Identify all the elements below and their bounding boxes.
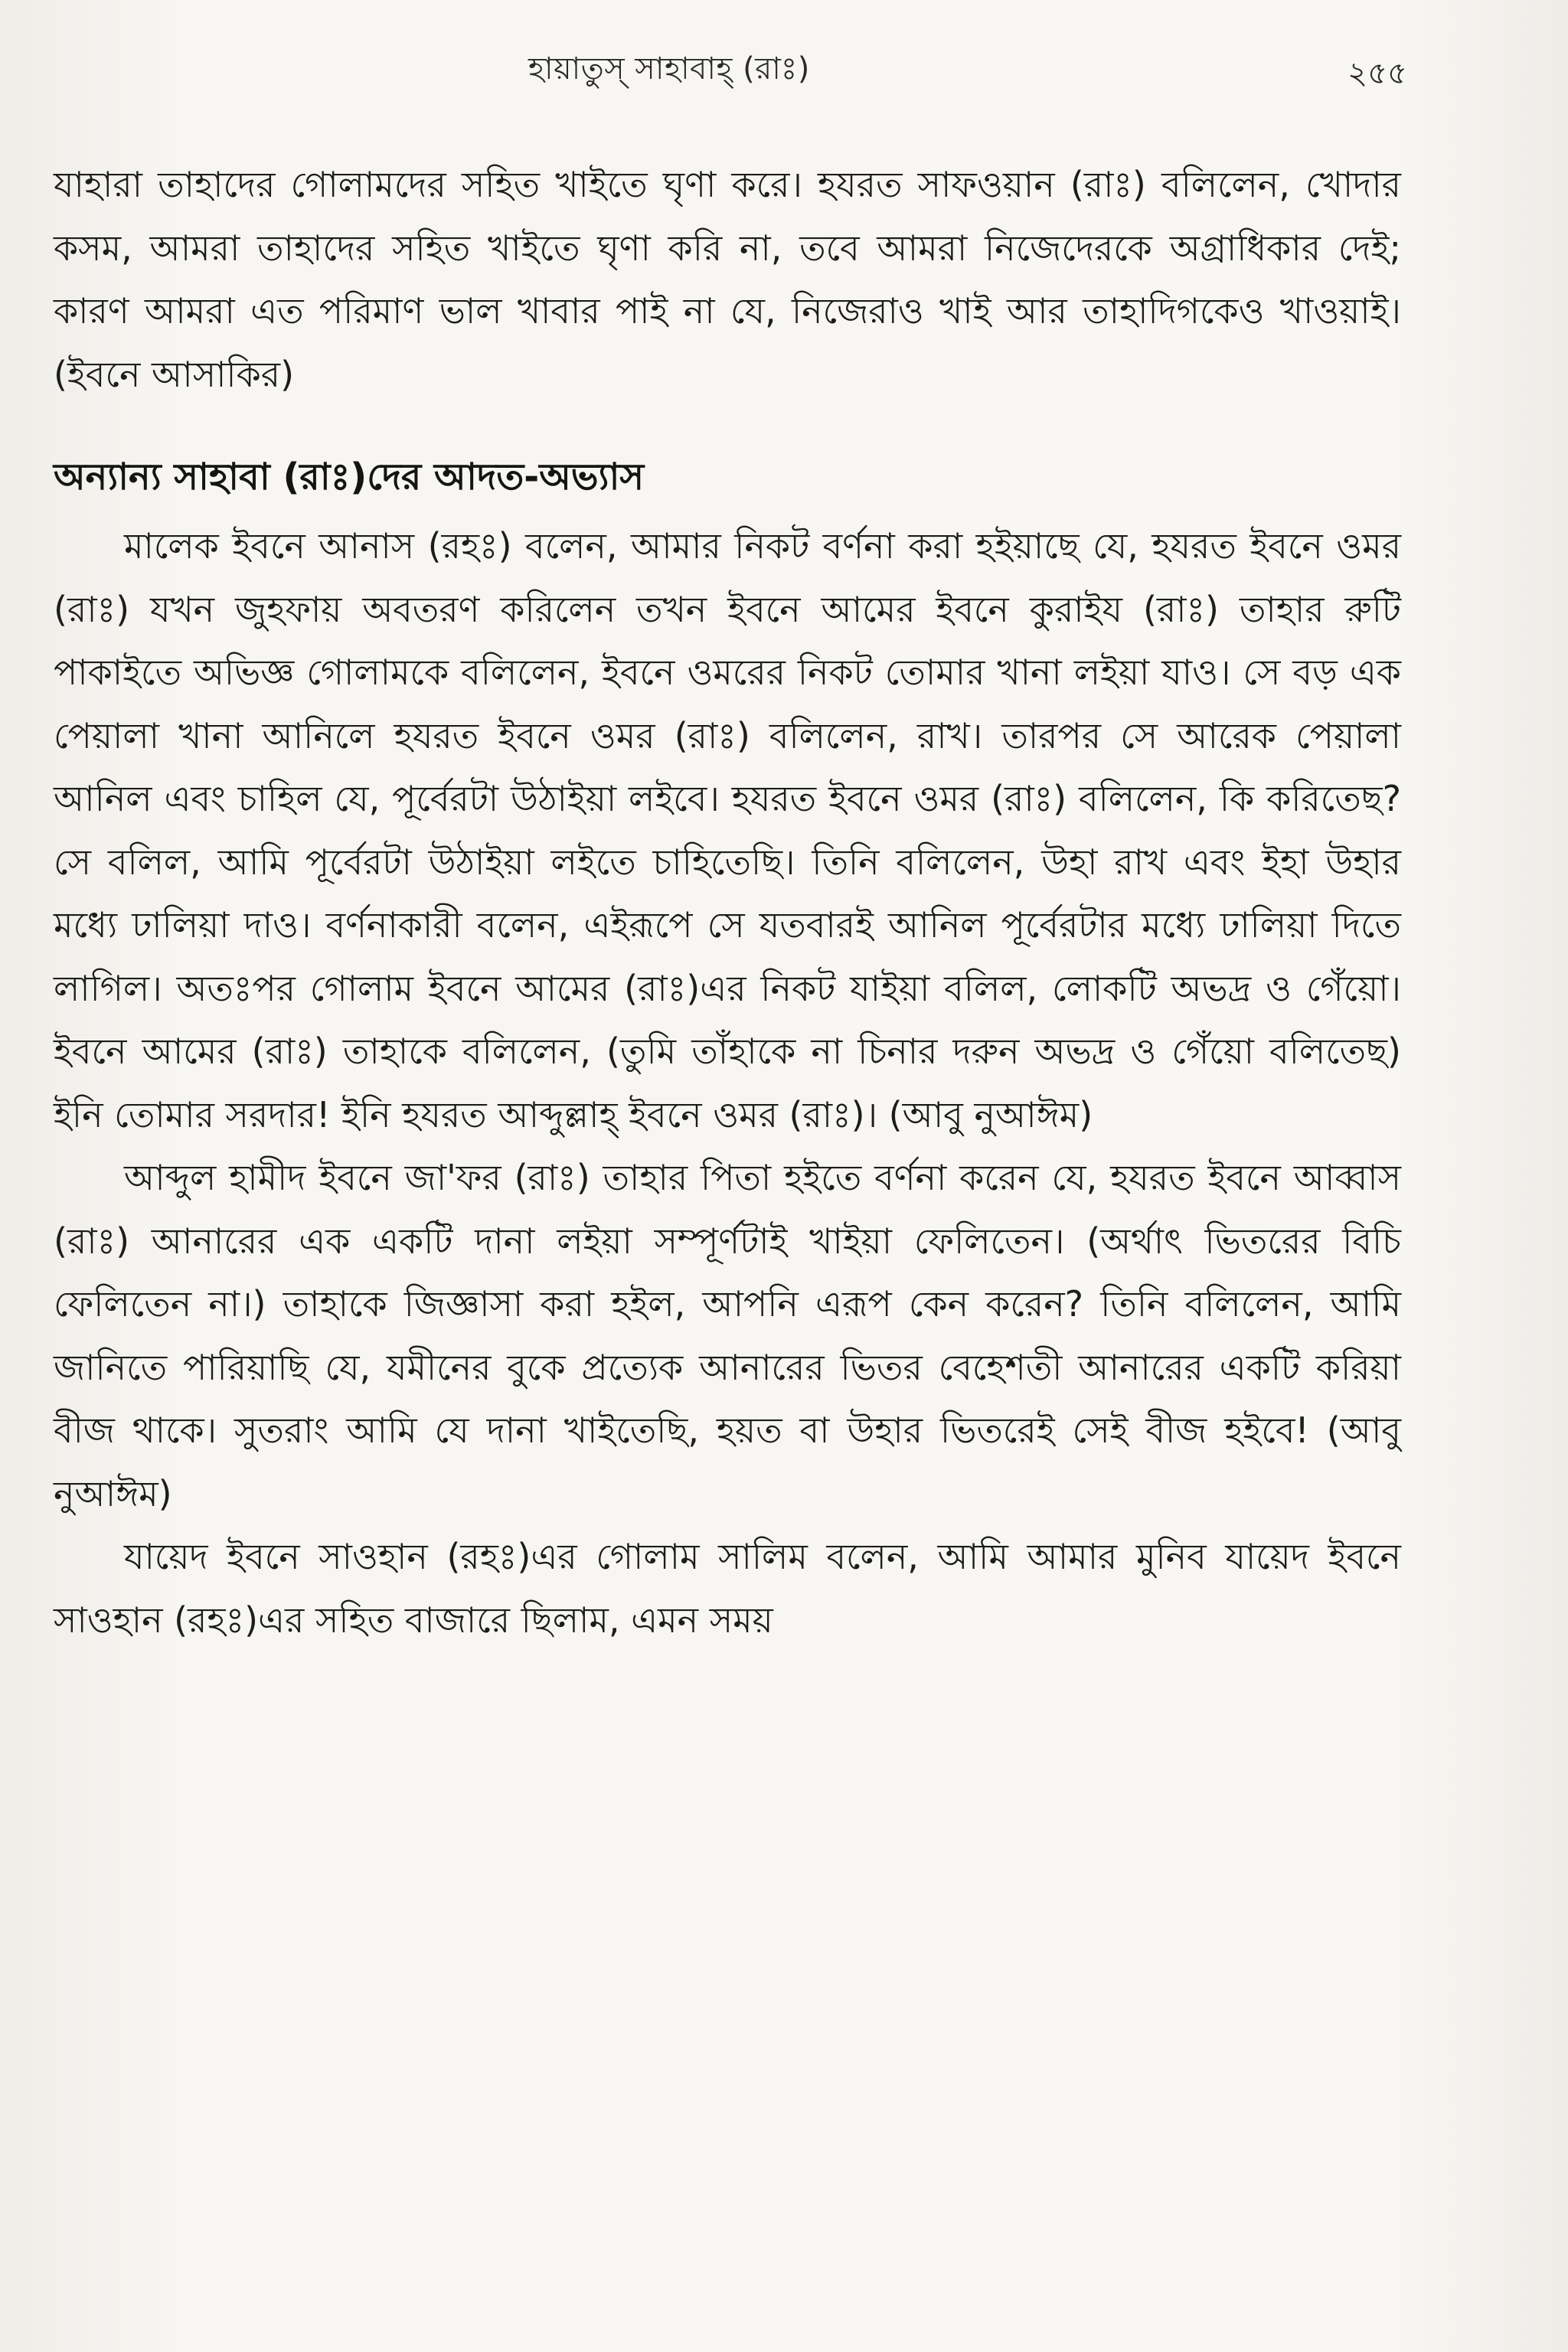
paragraph-zayed-ibne-sawhan: যায়েদ ইবনে সাওহান (রহঃ)এর গোলাম সালিম বলেন, আমি আমার মুনিব যায়েদ ইবনে সাওহান (রহঃ)এর সহিত বাজারে ছিলাম, এমন সময়	[54, 1536, 1401, 1641]
page-body	[54, 153, 1401, 1651]
paragraph-abdul-hamid: আব্দুল হামীদ ইবনে জা'ফর (রাঃ) তাহার পিতা হইতে বর্ণনা করেন যে, হযরত ইবনে আব্বাস (রাঃ) আনারের এক একটি দানা লইয়া সম্পূর্ণটাই খাইয়া ফেলিতেন। (অর্থাৎ ভিতরের বিচি ফেলিতেন না।) তাহাকে জিজ্ঞাসা করা হইল, আপনি এরূপ কেন করেন? তিনি বলিলেন, আমি জানিতে পারিয়াছি যে, যমীনের বুকে প্রত্যেক আনারের ভিতর বেহেশতী আনারের একটি করিয়া বীজ থাকে। সুতরাং আমি যে দানা খাইতেছি, হয়ত বা উহার ভিতরেই সেই বীজ হইবে! (আবু নুআঈম)	[54, 1157, 1401, 1514]
section-heading: অন্যান্য সাহাবা (রাঃ)দের আদত-অভ্যাস	[54, 456, 645, 498]
page-header	[0, 44, 1568, 98]
continued-paragraph: যাহারা তাহাদের গোলামদের সহিত খাইতে ঘৃণা করে। হযরত সাফওয়ান (রাঃ) বলিলেন, খোদার কসম, আমরা তাহাদের সহিত খাইতে ঘৃণা করি না, তবে আমরা নিজেদেরকে অগ্রাধিকার দেই; কারণ আমরা এত পরিমাণ ভাল খাবার পাই না যে, নিজেরাও খাই আর তাহাদিগকেও খাওয়াই। (ইবনে আসাকির)	[54, 164, 1401, 395]
page-number: ২৫৫	[1348, 56, 1407, 91]
paragraph-malek-ibne-anas: মালেক ইবনে আনাস (রহঃ) বলেন, আমার নিকট বর্ণনা করা হইয়াছে যে, হযরত ইবনে ওমর (রাঃ) যখন জুহফায় অবতরণ করিলেন তখন ইবনে আমের ইবনে কুরাইয (রাঃ) তাহার রুটি পাকাইতে অভিজ্ঞ গোলামকে বলিলেন, ইবনে ওমরের নিকট তোমার খানা লইয়া যাও। সে বড় এক পেয়ালা খানা আনিলে হযরত ইবনে ওমর (রাঃ) বলিলেন, রাখ। তারপর সে আরেক পেয়ালা আনিল এবং চাহিল যে, পূর্বেরটা উঠাইয়া লইবে। হযরত ইবনে ওমর (রাঃ) বলিলেন, কি করিতেছ? সে বলিল, আমি পূর্বেরটা উঠাইয়া লইতে চাহিতেছি। তিনি বলিলেন, উহা রাখ এবং ইহা উহার মধ্যে ঢালিয়া দাও। বর্ণনাকারী বলেন, এইরূপে সে যতবারই আনিল পূর্বেরটার মধ্যে ঢালিয়া দিতে লাগিল। অতঃপর গোলাম ইবনে আমের (রাঃ)এর নিকট যাইয়া বলিল, লোকটি অভদ্র ও গেঁয়ো। ইবনে আমের (রাঃ) তাহাকে বলিলেন, (তুমি তাঁহাকে না চিনার দরুন অভদ্র ও গেঁয়ো বলিতেছ) ইনি তোমার সরদার! ইনি হযরত আব্দুল্লাহ্ ইবনে ওমর (রাঃ)। (আবু নুআঈম)	[54, 525, 1401, 1135]
running-head-title: হায়াতুস্ সাহাবাহ্ (রাঃ)	[528, 51, 810, 87]
